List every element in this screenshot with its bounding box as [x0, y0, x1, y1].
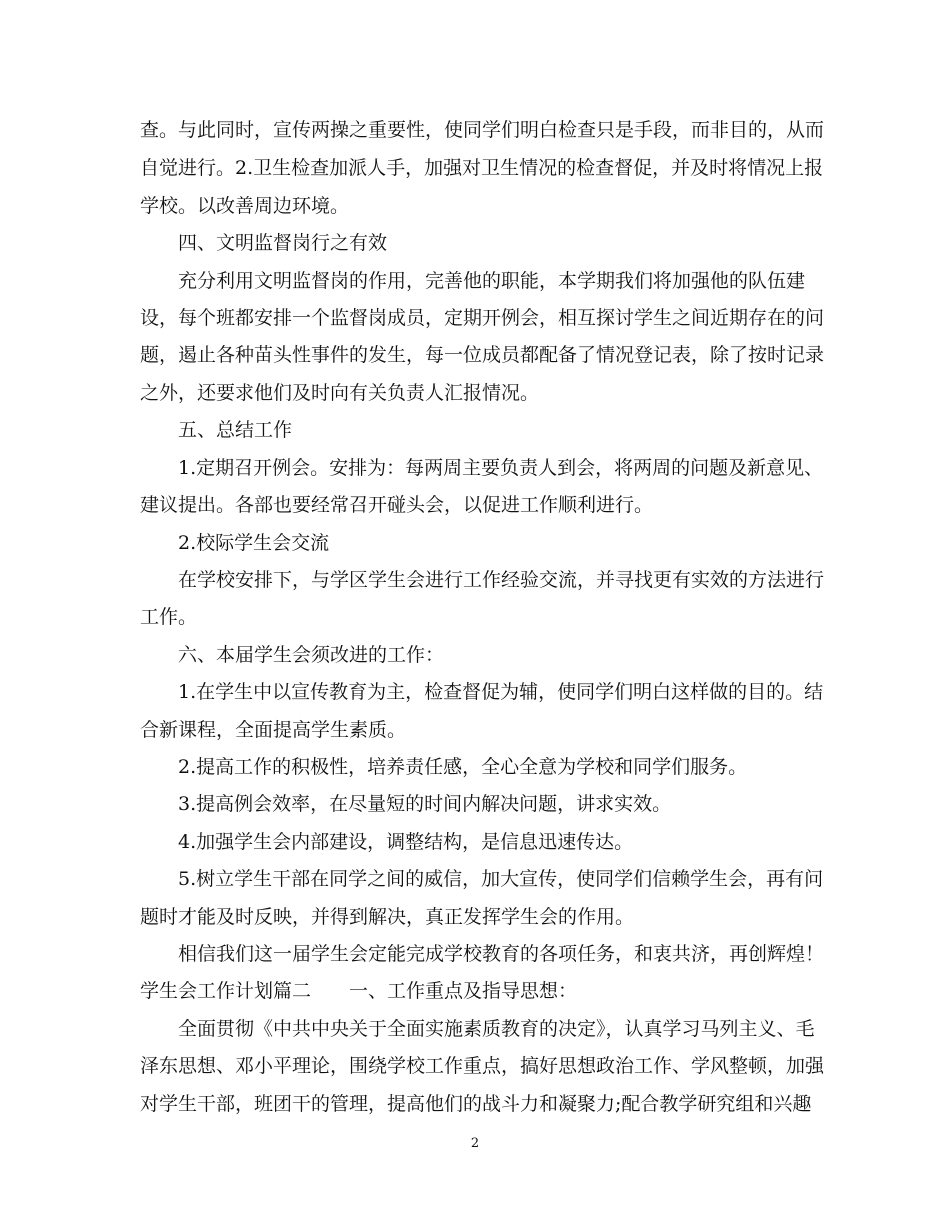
- body-text-line: 合新课程，全面提高学生素质。: [140, 719, 407, 741]
- section-heading: 学生会工作计划篇二 一、工作重点及指导思想：: [140, 980, 578, 1002]
- section-heading: 四、文明监督岗行之有效: [178, 232, 388, 254]
- body-text-line: 工作。: [140, 606, 198, 628]
- body-text-line: 自觉进行。2.卫生检查加派人手，加强对卫生情况的检查督促，并及时将情况上报: [140, 157, 824, 179]
- section-heading: 五、总结工作: [178, 419, 293, 441]
- body-text-line: 充分利用文明监督岗的作用，完善他的职能，本学期我们将加强他的队伍建: [178, 270, 806, 292]
- body-text-line: 题时才能及时反映，并得到解决，真正发挥学生会的作用。: [140, 906, 635, 928]
- body-text-line: 对学生干部，班团干的管理，提高他们的战斗力和凝聚力;配合教学研究组和兴趣: [140, 1093, 812, 1115]
- body-text-line: 相信我们这一届学生会定能完成学校教育的各项任务，和衷共济，再创辉煌！: [178, 943, 825, 965]
- body-text-line: 之外，还要求他们及时向有关负责人汇报情况。: [140, 382, 540, 404]
- body-text-line: 设，每个班都安排一个监督岗成员，定期开例会，相互探讨学生之间近期存在的问: [140, 307, 825, 329]
- body-text-line: 查。与此同时，宣传两操之重要性，使同学们明白检查只是手段，而非目的，从而: [140, 119, 825, 141]
- body-text-line: 建议提出。各部也要经常召开碰头会，以促进工作顺利进行。: [140, 494, 654, 516]
- list-item: 3.提高例会效率，在尽量短的时间内解决问题，讲求实效。: [178, 793, 672, 815]
- body-text-line: 全面贯彻《中共中央关于全面实施素质教育的决定》，认真学习马列主义、毛: [178, 1018, 815, 1040]
- section-heading: 六、本届学生会须改进的工作：: [178, 644, 445, 666]
- list-item: 1.在学生中以宣传教育为主，检查督促为辅，使同学们明白这样做的目的。结: [178, 681, 824, 703]
- list-item: 2.校际学生会交流: [178, 532, 330, 554]
- body-text-line: 泽东思想、邓小平理论，围绕学校工作重点，搞好思想政治工作、学风整顿，加强: [140, 1055, 825, 1077]
- body-text-line: 学校。以改善周边环境。: [140, 195, 350, 217]
- list-item: 4.加强学生会内部建设，调整结构，是信息迅速传达。: [178, 831, 634, 853]
- list-item: 5.树立学生干部在同学之间的威信，加大宣传，使同学们信赖学生会，再有问: [178, 868, 824, 890]
- body-text-line: 题，遏止各种苗头性事件的发生，每一位成员都配备了情况登记表，除了按时记录: [140, 344, 825, 366]
- list-item: 1.定期召开例会。安排为：每两周主要负责人到会，将两周的问题及新意见、: [178, 457, 824, 479]
- page-number: 2: [470, 1136, 480, 1151]
- list-item: 2.提高工作的积极性，培养责任感，全心全意为学校和同学们服务。: [178, 756, 748, 778]
- body-text-line: 在学校安排下，与学区学生会进行工作经验交流，并寻找更有实效的方法进行: [178, 569, 825, 591]
